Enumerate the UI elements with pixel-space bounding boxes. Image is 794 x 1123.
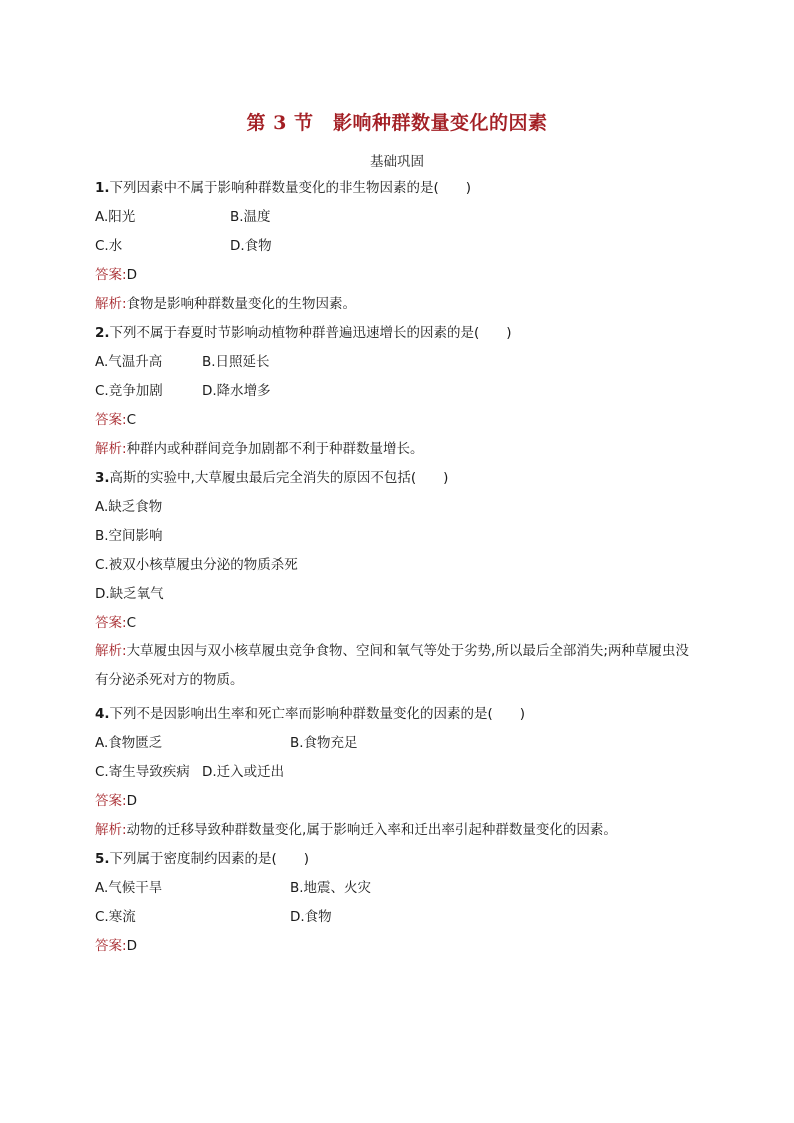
option-a: A.阳光: [95, 209, 136, 225]
option-d: D.迁入或迁出: [202, 764, 285, 780]
explain-text: 食物是影响种群数量变化的生物因素。: [126, 296, 357, 312]
question-4-options-row-1: [95, 733, 700, 753]
explain-label: 解析:: [95, 822, 127, 838]
question-number: 5.: [95, 851, 110, 867]
option-b: B.日照延长: [202, 354, 270, 370]
question-1-stem: [95, 178, 700, 198]
question-number: 4.: [95, 706, 110, 722]
explain-text: 动物的迁移导致种群数量变化,属于影响迁入率和迁出率引起种群数量变化的因素。: [126, 822, 617, 838]
question-number: 2.: [95, 325, 110, 341]
answer-value: C: [126, 412, 136, 428]
option-b: B.食物充足: [290, 735, 358, 751]
section-heading: 基础巩固: [370, 154, 424, 170]
question-text: 下列不是因影响出生率和死亡率而影响种群数量变化的因素的是( ): [109, 706, 526, 722]
question-list: [95, 178, 700, 965]
answer-label: 答案:: [95, 938, 127, 954]
question-2-answer: [95, 410, 700, 430]
question-4-answer: [95, 791, 700, 811]
question-4-stem: [95, 704, 700, 724]
explain-label: 解析:: [95, 643, 127, 659]
option-d: D.食物: [290, 909, 332, 925]
question-5-options-row-1: [95, 878, 700, 898]
question-2-explanation: [95, 439, 700, 459]
question-number: 1.: [95, 180, 110, 196]
question-text: 下列不属于春夏时节影响动植物种群普遍迅速增长的因素的是( ): [109, 325, 512, 341]
answer-label: 答案:: [95, 793, 127, 809]
explain-label: 解析:: [95, 296, 127, 312]
answer-value: D: [126, 938, 137, 954]
page-title: 第 3 节 影响种群数量变化的因素: [246, 112, 548, 134]
question-text: 下列因素中不属于影响种群数量变化的非生物因素的是( ): [109, 180, 472, 196]
question-1-answer: [95, 265, 700, 285]
question-4-explanation: [95, 820, 700, 840]
question-3-answer: [95, 613, 700, 633]
option-d: D.缺乏氧气: [95, 586, 164, 602]
option-c: C.被双小核草履虫分泌的物质杀死: [95, 557, 298, 573]
option-d: D.食物: [230, 238, 272, 254]
explain-text: 种群内或种群间竞争加剧都不利于种群数量增长。: [126, 441, 424, 457]
option-c: C.寄生导致疾病: [95, 764, 190, 780]
option-b: B.地震、火灾: [290, 880, 372, 896]
answer-label: 答案:: [95, 615, 127, 631]
question-4-options-row-2: [95, 762, 700, 782]
answer-value: C: [126, 615, 136, 631]
answer-value: D: [126, 793, 137, 809]
option-c: C.竞争加剧: [95, 383, 163, 399]
question-3-explanation: [95, 637, 700, 695]
question-1-options-row-1: [95, 207, 700, 227]
option-d: D.降水增多: [202, 383, 271, 399]
explain-label: 解析:: [95, 441, 127, 457]
option-b: B.空间影响: [95, 528, 163, 544]
question-1-explanation: [95, 294, 700, 314]
question-2-stem: [95, 323, 700, 343]
option-a: A.气温升高: [95, 354, 163, 370]
question-number: 3.: [95, 470, 110, 486]
explain-text: 大草履虫因与双小核草履虫竞争食物、空间和氧气等处于劣势,所以最后全部消失;两种草履虫没有分泌杀死对方的物质。: [95, 643, 689, 688]
answer-label: 答案:: [95, 412, 127, 428]
question-5-options-row-2: [95, 907, 700, 927]
answer-value: D: [126, 267, 137, 283]
question-2-options-row-2: [95, 381, 700, 401]
option-c: C.水: [95, 238, 123, 254]
option-a: A.气候干旱: [95, 880, 163, 896]
option-b: B.温度: [230, 209, 271, 225]
option-a: A.食物匮乏: [95, 735, 163, 751]
question-5-answer: [95, 936, 700, 956]
option-a: A.缺乏食物: [95, 499, 163, 515]
option-c: C.寒流: [95, 909, 136, 925]
question-5-stem: [95, 849, 700, 869]
answer-label: 答案:: [95, 267, 127, 283]
question-text: 高斯的实验中,大草履虫最后完全消失的原因不包括( ): [109, 470, 449, 486]
question-1-options-row-2: [95, 236, 700, 256]
question-2-options-row-1: [95, 352, 700, 372]
question-text: 下列属于密度制约因素的是( ): [109, 851, 310, 867]
question-3-stem: [95, 468, 700, 488]
